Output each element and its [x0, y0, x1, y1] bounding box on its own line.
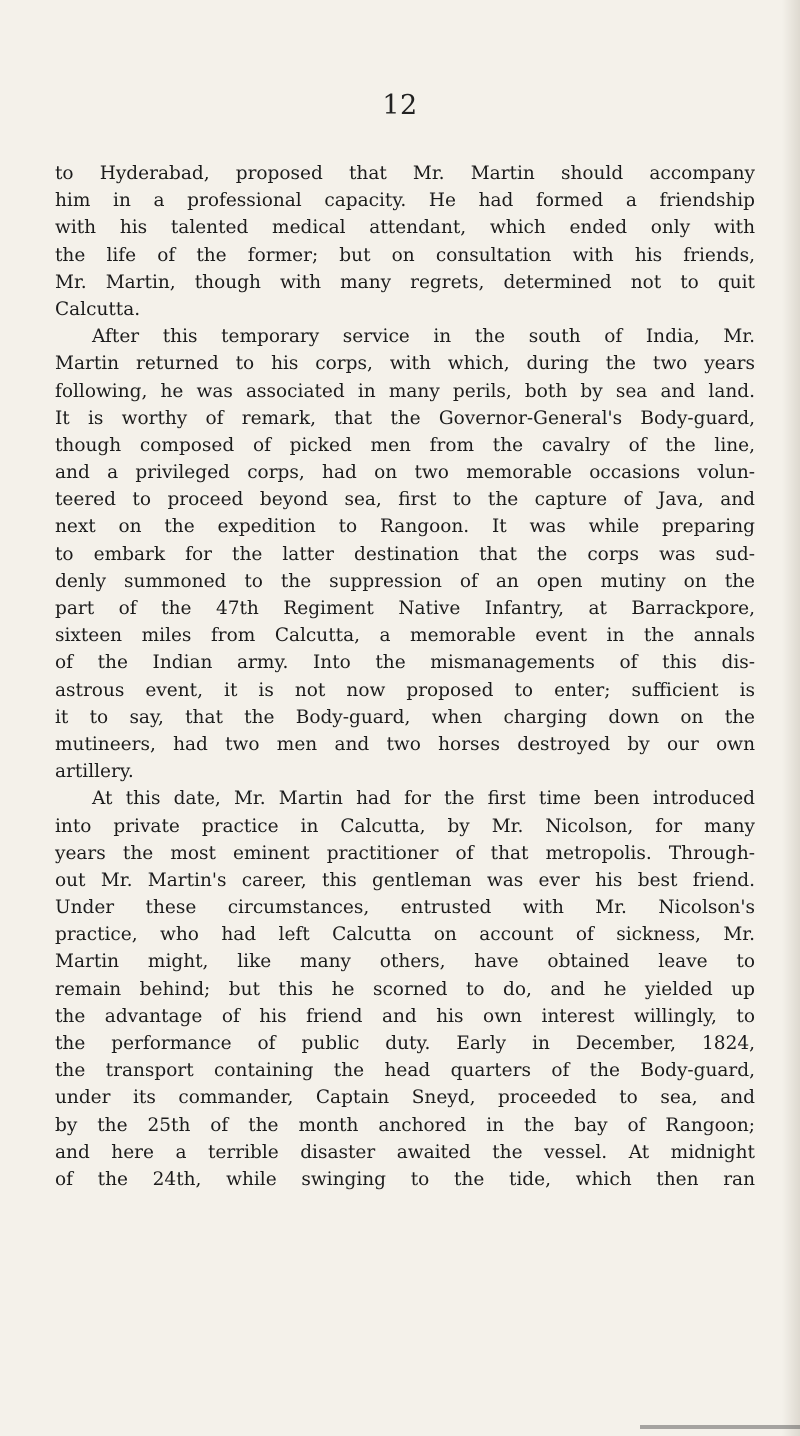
text-line: After this temporary service in the south of India, Mr. [92, 326, 755, 348]
text-line: out Mr. Martin's career, this gentleman was ever his best friend. [55, 869, 755, 891]
text-line: astrous event, it is not now proposed to enter; sufficient is [55, 679, 755, 701]
text-line: sixteen miles from Calcutta, a memorable event in the annals [55, 625, 755, 647]
page-edge-shadow [782, 0, 800, 1436]
text-line: practice, who had left Calcutta on account of sickness, Mr. [55, 924, 755, 946]
text-line: Martin returned to his corps, with which, during the two years [55, 353, 755, 375]
text-line: the transport containing the head quarters of the Body-guard, [55, 1060, 755, 1082]
text-line: Mr. Martin, though with many regrets, determined not to quit [55, 271, 755, 293]
text-line: of the Indian army. Into the mismanagements of this dis- [55, 652, 755, 674]
body-text [55, 160, 755, 1193]
text-line: it to say, that the Body-guard, when charging down on the [55, 706, 755, 728]
text-line: under its commander, Captain Sneyd, proceeded to sea, and [55, 1087, 755, 1109]
scan-edge-mark [640, 1425, 800, 1429]
text-line: following, he was associated in many perils, both by sea and land. [55, 380, 755, 402]
text-line: the performance of public duty. Early in December, 1824, [55, 1033, 755, 1054]
text-line: It is worthy of remark, that the Governor-General's Body-guard, [55, 407, 755, 429]
text-line: next on the expedition to Rangoon. It was while preparing [55, 516, 755, 538]
text-line: and here a terrible disaster awaited the vessel. At midnight [55, 1141, 755, 1163]
text-line: remain behind; but this he scorned to do, and he yielded up [55, 978, 755, 1000]
text-line: though composed of picked men from the cavalry of the line, [55, 434, 755, 456]
text-line: to Hyderabad, proposed that Mr. Martin should accompany [55, 163, 755, 184]
text-line: of the 24th, while swinging to the tide, which then ran [55, 1168, 755, 1190]
text-line: with his talented medical attendant, which ended only with [55, 217, 755, 239]
text-line: to embark for the latter destination that the corps was sud- [55, 543, 755, 565]
text-line: the life of the former; but on consultation with his friends, [55, 244, 755, 266]
text-line: denly summoned to the suppression of an open mutiny on the [55, 570, 755, 592]
text-line: artillery. [55, 761, 134, 783]
text-line: and a privileged corps, had on two memorable occasions volun- [55, 462, 755, 484]
text-line: teered to proceed beyond sea, first to the capture of Java, and [55, 489, 755, 511]
text-line: into private practice in Calcutta, by Mr. Nicolson, for many [55, 815, 755, 837]
text-line: Under these circumstances, entrusted with Mr. Nicolson's [55, 897, 755, 919]
text-line: mutineers, had two men and two horses destroyed by our own [55, 733, 755, 755]
text-line: Martin might, like many others, have obtained leave to [55, 951, 755, 973]
text-line: the advantage of his friend and his own interest willingly, to [55, 1005, 755, 1027]
text-line: years the most eminent practitioner of that metropolis. Through- [55, 842, 755, 864]
text-line: part of the 47th Regiment Native Infantry, at Barrackpore, [55, 598, 755, 619]
page-number: 12 [382, 90, 418, 121]
text-line: At this date, Mr. Martin had for the first time been introduced [92, 788, 755, 810]
text-line: Calcutta. [55, 298, 141, 320]
text-line: him in a professional capacity. He had formed a friendship [55, 190, 755, 212]
text-line: by the 25th of the month anchored in the bay of Rangoon; [55, 1114, 755, 1136]
